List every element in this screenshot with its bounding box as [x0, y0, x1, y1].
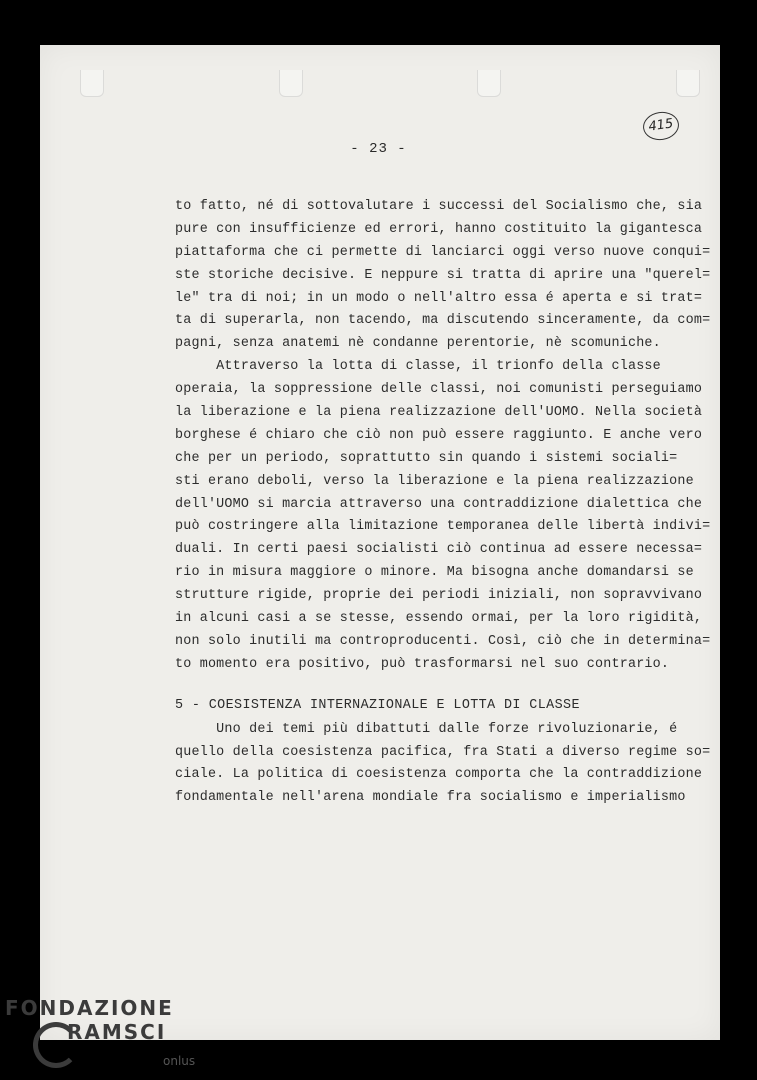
- text-line: piattaforma che ci permette di lanciarci oggi verso nuove conqui=: [175, 244, 711, 260]
- text-line: ta di superarla, non tacendo, ma discutendo sinceramente, da com=: [175, 313, 711, 329]
- text-line: Attraverso la lotta di classe, il trionfo della classe: [175, 359, 661, 375]
- spacer: [175, 677, 665, 693]
- text-line: rio in misura maggiore o minore. Ma bisogna anche domandarsi se: [175, 565, 694, 581]
- text-line: quello della coesistenza pacifica, fra Stati a diverso regime so=: [175, 744, 711, 760]
- archive-stamp: 415: [641, 110, 681, 143]
- page-number: - 23 -: [350, 141, 407, 157]
- text-line: sti erano deboli, verso la liberazione e la piena realizzazione: [175, 473, 694, 489]
- text-line: to fatto, né di sottovalutare i successi del Socialismo che, sia: [175, 199, 703, 214]
- watermark-line-1: FONDAZIONE: [5, 996, 174, 1020]
- text-line: la liberazione e la piena realizzazione dell'UOMO. Nella società: [175, 405, 703, 421]
- text-line: le" tra di noi; in un modo o nell'altro essa é aperta e si trat=: [175, 290, 703, 306]
- text-line: duali. In certi paesi socialisti ciò continua ad essere necessa=: [175, 542, 703, 558]
- text-line: operaia, la soppressione delle classi, noi comunisti perseguiamo: [175, 382, 703, 398]
- text-line: dell'UOMO si marcia attraverso una contraddizione dialettica che: [175, 496, 703, 512]
- text-line: ciale. La politica di coesistenza comporta che la contraddizione: [175, 767, 703, 783]
- text-line: to momento era positivo, può trasformarsi nel suo contrario.: [175, 656, 670, 672]
- fondazione-watermark: [5, 996, 174, 1044]
- text-line: borghese é chiaro che ciò non può essere raggiunto. E anche vero: [175, 427, 703, 443]
- paragraph-2: [175, 356, 711, 676]
- text-line: in alcuni casi a se stesse, essendo ormai, per la loro rigidità,: [175, 611, 703, 627]
- text-line: ste storiche decisive. E neppure si tratta di aprire una "querel=: [175, 267, 711, 283]
- text-line: può costringere alla limitazione temporanea delle libertà indivi=: [175, 519, 711, 535]
- text-line: non solo inutili ma controproducenti. Così, ciò che in determina=: [175, 633, 711, 649]
- text-line: fondamentale nell'arena mondiale fra socialismo e imperialismo: [175, 790, 686, 806]
- document-body: [175, 196, 711, 810]
- text-line: pure con insufficienze ed errori, hanno costituito la gigantesca: [175, 221, 703, 237]
- text-line: che per un periodo, soprattutto sin quando i sistemi sociali=: [175, 450, 678, 466]
- section-heading: 5 - COESISTENZA INTERNAZIONALE E LOTTA DI CLASSE: [175, 697, 580, 713]
- text-line: pagni, senza anatemi nè condanne perentorie, nè scomuniche.: [175, 336, 661, 352]
- watermark-line-2: RAMSCI: [67, 1020, 167, 1044]
- paragraph-3: [175, 719, 711, 811]
- watermark-onlus: onlus: [163, 1054, 196, 1068]
- text-line: strutture rigide, proprie dei periodi iniziali, non sopravvivano: [175, 588, 703, 604]
- paragraph-1: [175, 196, 711, 356]
- text-line: Uno dei temi più dibattuti dalle forze rivoluzionarie, é: [175, 721, 678, 737]
